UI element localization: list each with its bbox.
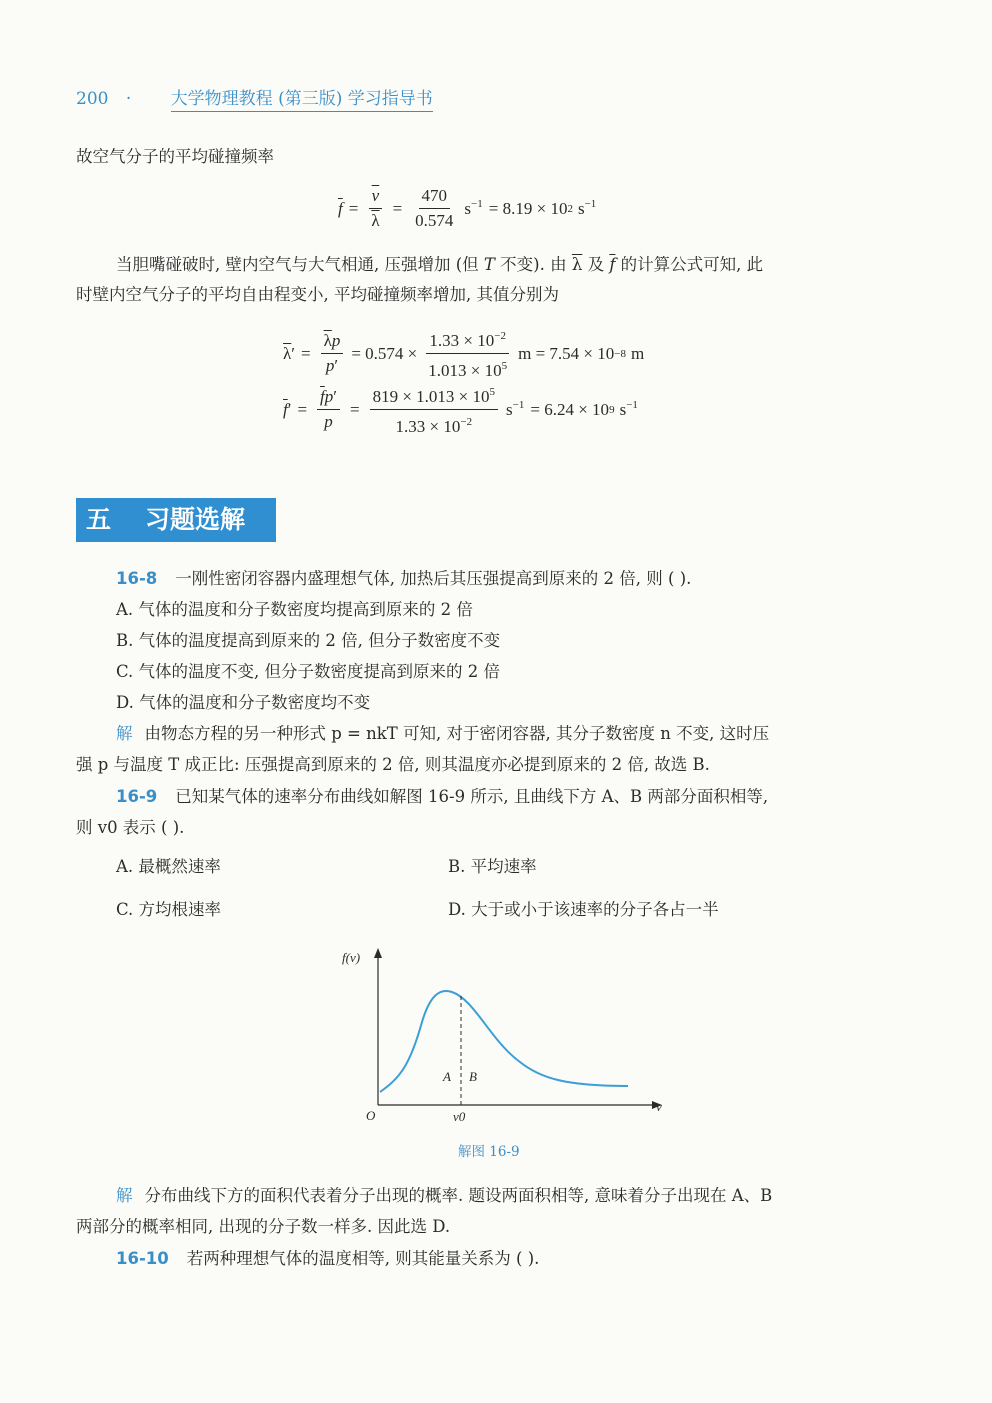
fraction-470-over-0574: $\frac{470}{0.574}$ xyxy=(415,186,454,230)
section-heading xyxy=(76,498,276,542)
figure-caption: 解图 16-9 xyxy=(458,1144,520,1160)
problem-16-8-stem: 16-8 一刚性密闭容器内盛理想气体, 加热后其压强提高到原来的 2 倍, 则 ( ). xyxy=(116,569,692,588)
origin-label: O xyxy=(366,1108,376,1123)
problem-number: 16-9 xyxy=(116,787,158,806)
solution-16-9-line-2: 两部分的概率相同, 出现的分子数一样多. 因此选 D. xyxy=(76,1217,451,1236)
option-c: C. 气体的温度不变, 但分子数密度提高到原来的 2 倍 xyxy=(116,662,501,681)
book-title: 大学物理教程 (第三版) 学习指导书 xyxy=(171,84,433,112)
option-b: B. 平均速率 xyxy=(448,857,537,876)
option-b: B. 气体的温度提高到原来的 2 倍, 但分子数密度不变 xyxy=(116,631,501,650)
running-header xyxy=(76,84,433,112)
option-a: A. 最概然速率 xyxy=(116,857,221,876)
problem-number: 16-8 xyxy=(116,569,158,588)
solution-16-8-line-2: 强 p 与温度 T 成正比: 压强提高到原来的 2 倍, 则其温度亦必提到原来的 2 倍, 故选 B. xyxy=(76,755,710,774)
y-axis-label: f(v) xyxy=(342,950,361,965)
problem-16-10-stem: 16-10 若两种理想气体的温度相等, 则其能量关系为 ( ). xyxy=(116,1249,540,1268)
section-number: 五 xyxy=(86,505,112,534)
problem-16-9-stem: 16-9 已知某气体的速率分布曲线如解图 16-9 所示, 且曲线下方 A、B 两部分面积相等, xyxy=(116,787,769,806)
solution-16-9-line-1: 解 分布曲线下方的面积代表着分子出现的概率. 题设两面积相等, 意味着分子出现在 A、B xyxy=(116,1186,773,1205)
option-a: A. 气体的温度和分子数密度均提高到原来的 2 倍 xyxy=(116,600,473,619)
solution-label: 解 xyxy=(116,724,133,743)
option-d: D. 气体的温度和分子数密度均不变 xyxy=(116,693,371,712)
intro-line: 故空气分子的平均碰撞频率 xyxy=(76,147,274,166)
distribution-curve xyxy=(380,991,628,1092)
equation-mean-free-path: $\overline{\lambda}'$ = $\frac{\overline{\lambda}p}{p'}$ = 0.574 × $\frac{1.33 \times 10^{-2}}{1.013 \times 10^5}$ m = 7.54 × 10 −8 m xyxy=(283,326,644,381)
problem-number: 16-10 xyxy=(116,1249,169,1268)
figure-speed-distribution xyxy=(330,940,680,1130)
option-d: D. 大于或小于该速率的分子各占一半 xyxy=(448,900,719,919)
option-c: C. 方均根速率 xyxy=(116,900,222,919)
section-title: 习题选解 xyxy=(145,505,246,534)
paragraph-line-1: 当胆嘴碰破时, 壁内空气与大气相通, 压强增加 (但 T 不变). 由 $\overline{\lambda}$ 及 $\overline{f}$ 的计算公式可知, 此 xyxy=(116,255,764,274)
solution-16-8-line-1: 解 由物态方程的另一种形式 p = nkT 可知, 对于密闭容器, 其分子数密度 n 不变, 这时压 xyxy=(116,724,770,743)
x-axis-label: v xyxy=(656,1099,662,1114)
equation-collision-frequency-new: $\overline{f}'$ = $\frac{\overline{f}p'}{p}$ = $\frac{819 \times 1.013 \times 10^5}{1.33 \times 10^{-2}}$ $s^{-1}$ = 6.24 × 10 9 $s^{-1}$ xyxy=(283,382,638,437)
page-number: 200 xyxy=(76,89,109,109)
y-axis-arrow xyxy=(374,948,382,958)
solution-label: 解 xyxy=(116,1186,133,1205)
problem-16-9-stem-line-2: 则 v0 表示 ( ). xyxy=(76,818,185,837)
f-bar-symbol: $\overline{f}$ xyxy=(338,198,343,218)
paragraph-line-2: 时壁内空气分子的平均自由程变小, 平均碰撞频率增加, 其值分别为 xyxy=(76,285,559,304)
v0-label: v0 xyxy=(453,1109,466,1124)
region-b-label: B xyxy=(469,1069,477,1084)
header-separator: · xyxy=(125,89,132,109)
region-a-label: A xyxy=(443,1069,451,1084)
equation-collision-frequency: $\overline{f}$ = $\frac{\overline{v}}{\lambda}$ = $\frac{470}{0.574}$ $s^{-1}$ = 8.19 × 10 2 $s^{-1}$ xyxy=(338,186,597,230)
fraction-v-over-lambda: $\frac{\overline{v}}{\lambda}$ xyxy=(368,186,382,231)
